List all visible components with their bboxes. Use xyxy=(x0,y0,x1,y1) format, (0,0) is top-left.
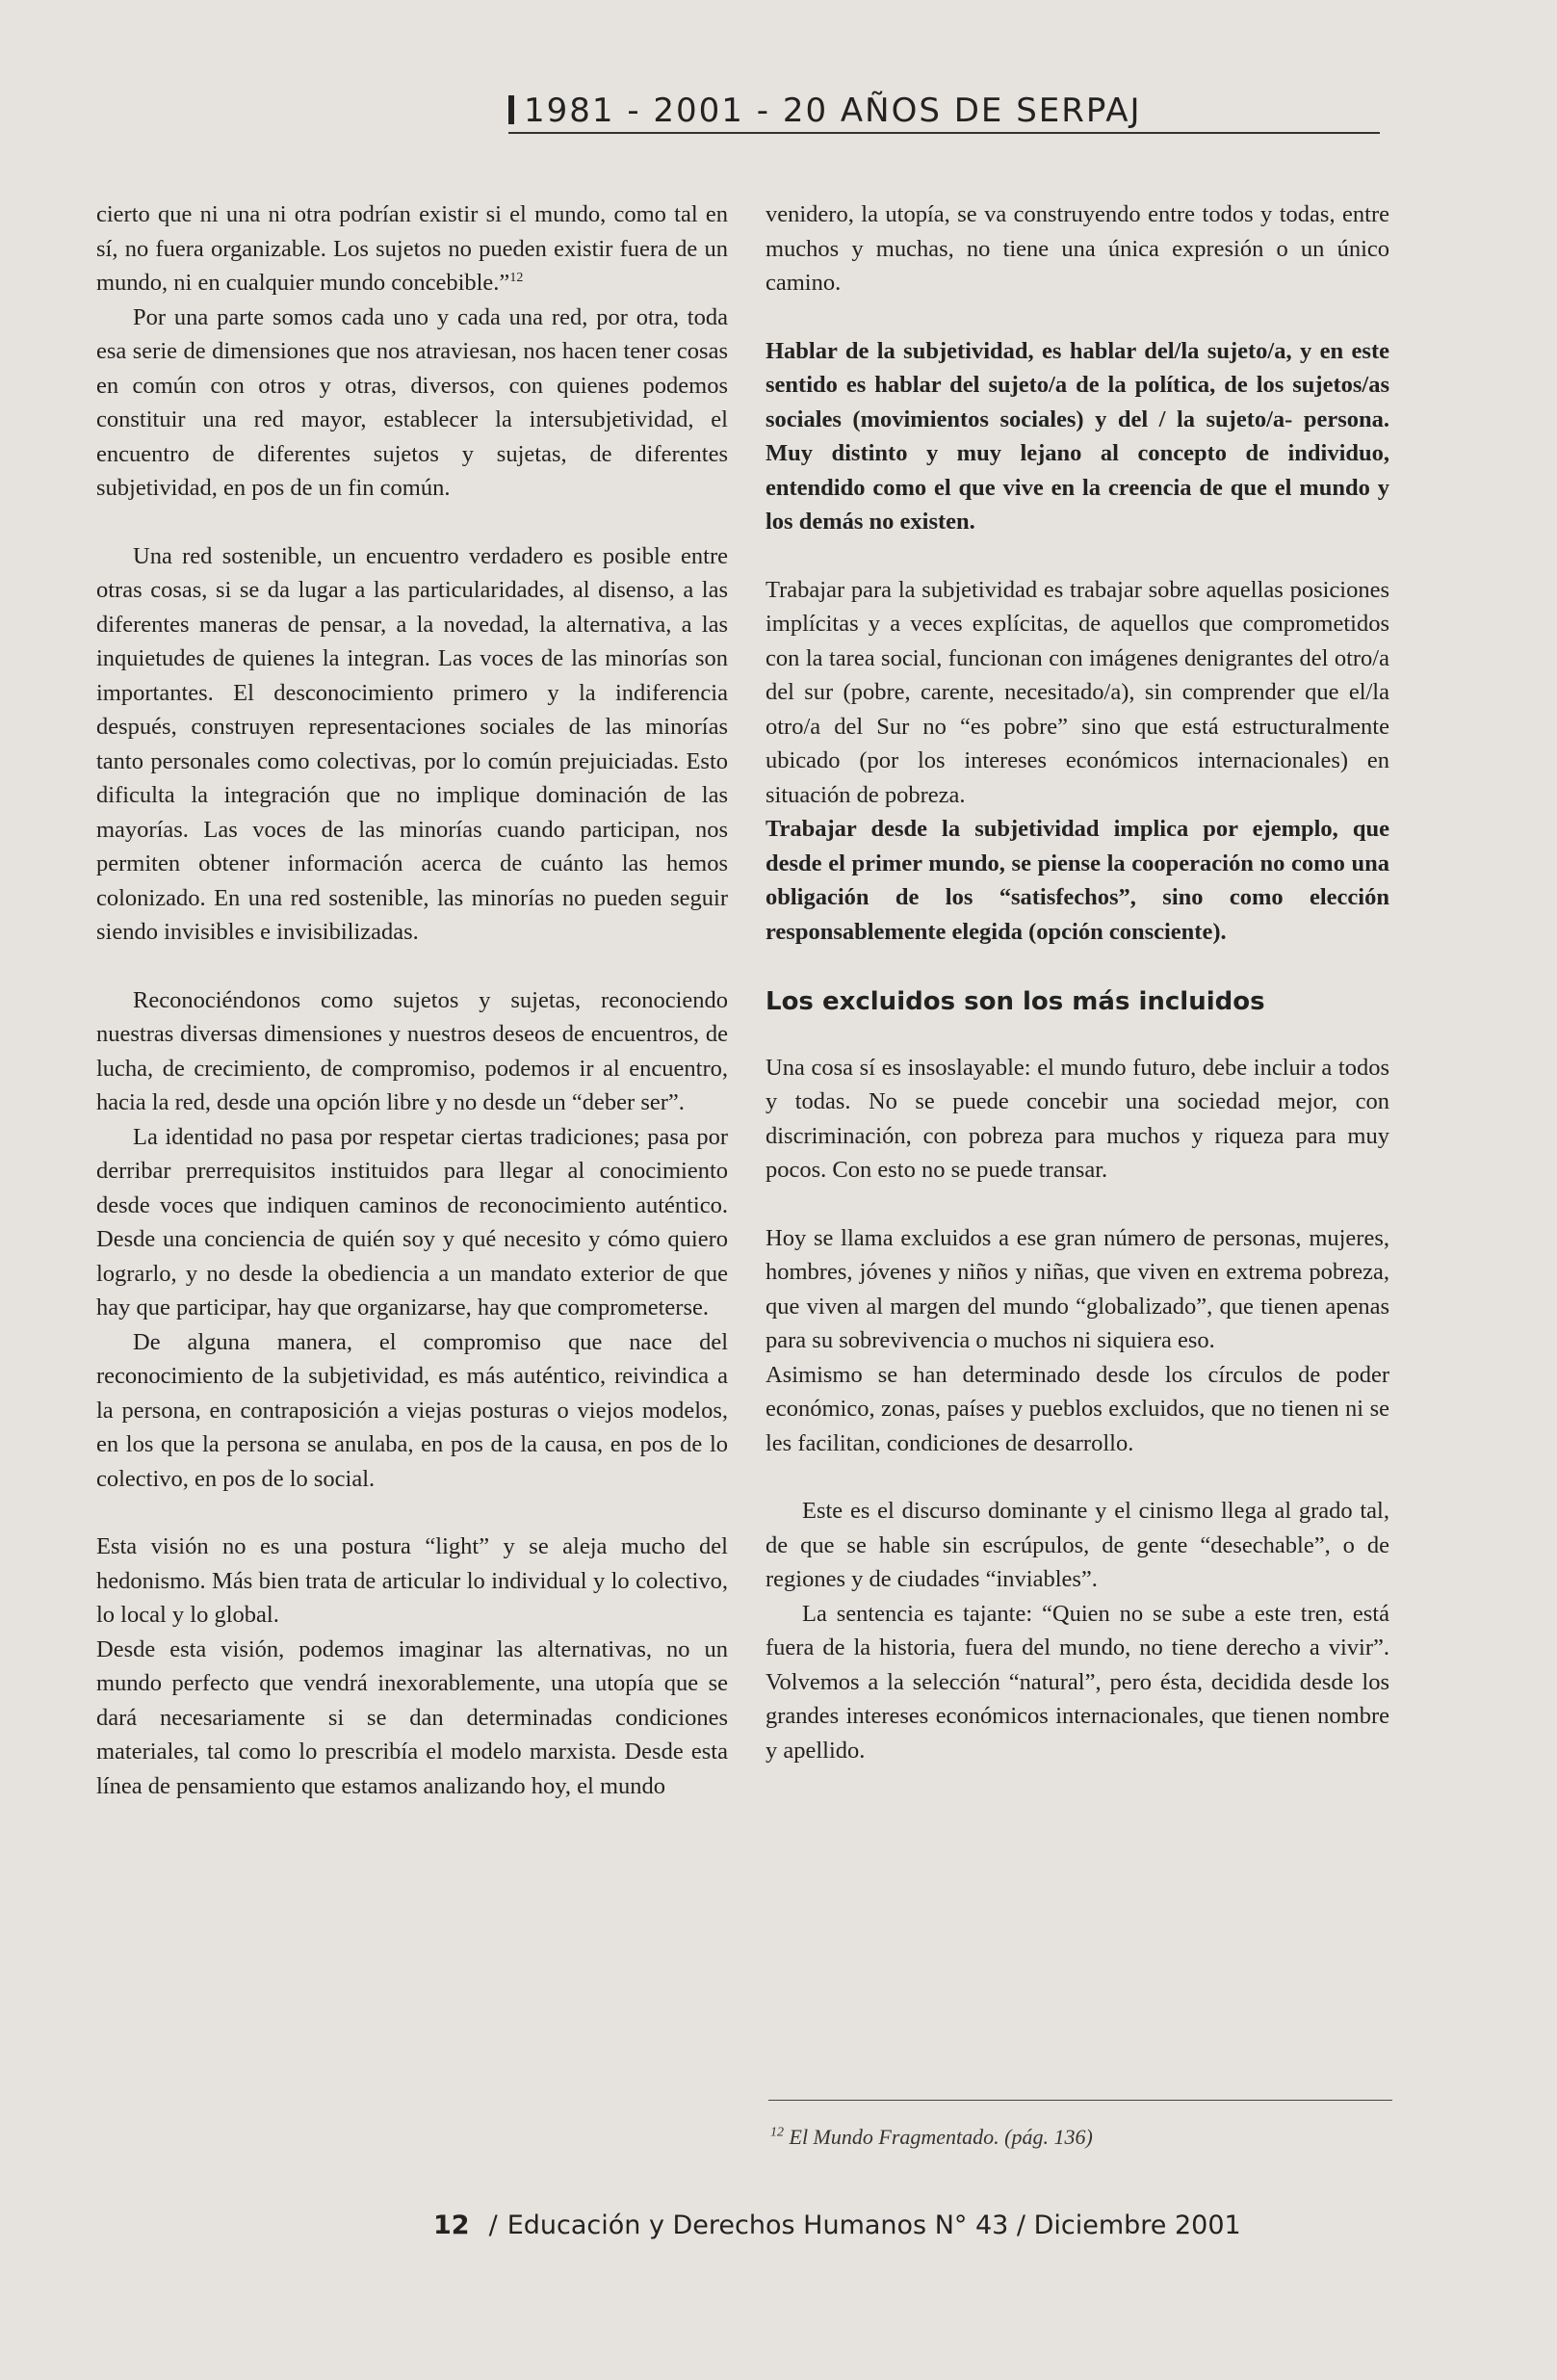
footer-separator: / xyxy=(488,2210,498,2240)
left-column xyxy=(96,197,728,1803)
page-number: 12 xyxy=(433,2210,470,2240)
paragraph: Este es el discurso dominante y el cinismo llega al grado tal, de que se hable sin escrúpulos, de gente “desechable”, o de regiones y de ciudades “inviables”. xyxy=(766,1498,1389,1592)
paragraph: De alguna manera, el compromiso que nace del reconocimiento de la subjetividad, es más auténtico, reivindica a la persona, en contraposición a viejas posturas o viejos modelos, en los que la persona se anulaba, en pos de la causa, en pos de lo colectivo, en pos de lo social. xyxy=(96,1328,728,1492)
section-heading: Los excluidos son los más incluidos xyxy=(766,987,1265,1016)
paragraph: Una cosa sí es insoslayable: el mundo futuro, debe incluir a todos y todas. No se puede concebir una sociedad mejor, con discriminación, con pobreza para muchos y riqueza para muy pocos. Con esto no se puede transar. xyxy=(766,1054,1389,1183)
header-bar-mark xyxy=(508,95,514,124)
header-title: 1981 - 2001 - 20 AÑOS DE SERPAJ xyxy=(524,92,1142,130)
paragraph: Desde esta visión, podemos imaginar las alternativas, no un mundo perfecto que vendrá inexorablemente, una utopía que se dará necesariamente si se dan determinadas condiciones materiales, tal como lo prescribía el modelo marxista. Desde esta línea de pensamiento que estamos analizando hoy, el mundo xyxy=(96,1635,728,1799)
publication-info: Educación y Derechos Humanos N° 43 / Diciembre 2001 xyxy=(506,2210,1241,2240)
bold-paragraph: Trabajar desde la subjetividad implica por ejemplo, que desde el primer mundo, se piense la cooperación no como una obligación de los “satisfechos”, sino como elección responsablemente elegida (opción consciente). xyxy=(766,816,1389,945)
footnote-marker: 12 xyxy=(770,2125,784,2140)
bold-paragraph: Hablar de la subjetividad, es hablar del/la sujeto/a, y en este sentido es hablar del sujeto/a de la política, de los sujetos/as sociales (movimientos sociales) y del / la sujeto/a- persona. Muy distinto y muy lejano al concepto de individuo, entendido como el que vive en la creencia de que el mundo y los demás no existen. xyxy=(766,337,1389,535)
right-column xyxy=(766,197,1389,1767)
paragraph: Trabajar para la subjetividad es trabajar sobre aquellas posiciones implícitas y a veces explícitas, de aquellos que comprometidos con la tarea social, funcionan con imágenes denigrantes del otro/a del sur (pobre, carente, necesitado/a), sin comprender que el/la otro/a del Sur no “es pobre” sino que está estructuralmente ubicado (por los intereses económicos internacionales) en situación de pobreza. xyxy=(766,576,1389,808)
paragraph: Por una parte somos cada uno y cada una red, por otra, toda esa serie de dimensiones que nos atraviesan, nos hacen tener cosas en común con otros y otras, diversos, con quienes podemos constituir una red mayor, establecer la intersubjetividad, el encuentro de diferentes sujetos y sujetas, de diferentes subjetividad, en pos de un fin común. xyxy=(96,303,728,501)
running-header xyxy=(508,92,1380,134)
paragraph: Esta visión no es una postura “light” y se aleja mucho del hedonismo. Más bien trata de articular lo individual y lo colectivo, lo local y lo global. xyxy=(96,1533,728,1628)
paragraph: La sentencia es tajante: “Quien no se sube a este tren, está fuera de la historia, fuera del mundo, no tiene derecho a vivir”. Volvemos a la selección “natural”, pero ésta, decidida desde los grandes intereses económicos internacionales, que tienen nombre y apellido. xyxy=(766,1600,1389,1764)
page-footer xyxy=(433,2210,1241,2240)
paragraph: Reconociéndonos como sujetos y sujetas, reconociendo nuestras diversas dimensiones y nuestros deseos de encuentros, de lucha, de crecimiento, de compromiso, podemos ir al encuentro, hacia la red, desde una opción libre y no desde un “deber ser”. xyxy=(96,986,728,1115)
paragraph: Hoy se llama excluidos a ese gran número de personas, mujeres, hombres, jóvenes y niños y niñas, que viven en extrema pobreza, que viven al margen del mundo “globalizado”, que tienen apenas para su sobrevivencia o muchos ni siquiera eso. xyxy=(766,1224,1389,1353)
footnote-text: El Mundo Fragmentado. (pág. 136) xyxy=(789,2125,1093,2149)
paragraph: La identidad no pasa por respetar ciertas tradiciones; pasa por derribar prerrequisitos instituidos para llegar al conocimiento desde voces que indiquen caminos de reconocimiento auténtico. Desde una conciencia de quién soy y qué necesito y cómo quiero lograrlo, y no desde la obediencia a un mandato exterior de que hay que participar, hay que organizarse, hay que comprometerse. xyxy=(96,1123,728,1321)
paragraph: venidero, la utopía, se va construyendo entre todos y todas, entre muchos y muchas, no tiene una única expresión o un único camino. xyxy=(766,201,1389,296)
footnote-reference[interactable]: 12 xyxy=(509,270,524,285)
footnote-divider xyxy=(768,2100,1392,2101)
paragraph: Asimismo se han determinado desde los círculos de poder económico, zonas, países y pueblos excluidos, que no tienen ni se les facilitan, condiciones de desarrollo. xyxy=(766,1361,1389,1456)
footnote xyxy=(770,2125,1093,2150)
paragraph: Una red sostenible, un encuentro verdadero es posible entre otras cosas, si se da lugar a las particularidades, al disenso, a las diferentes maneras de pensar, a la novedad, la alternativa, a las inquietudes de quienes la integran. Las voces de las minorías son importantes. El desconocimiento primero y la indiferencia después, construyen representaciones sociales de las minorías tanto personales como colectivas, por lo común prejuiciadas. Esto dificulta la integración que no implique dominación de las mayorías. Las voces de las minorías cuando participan, nos permiten obtener información acerca de cuánto las hemos colonizado. En una red sostenible, las minorías no pueden seguir siendo invisibles e invisibilizadas. xyxy=(96,542,728,945)
paragraph: cierto que ni una ni otra podrían existir si el mundo, como tal en sí, no fuera organizable. Los sujetos no pueden existir fuera de un mundo, ni en cualquier mundo concebible.”$^{12}$ xyxy=(96,201,728,296)
